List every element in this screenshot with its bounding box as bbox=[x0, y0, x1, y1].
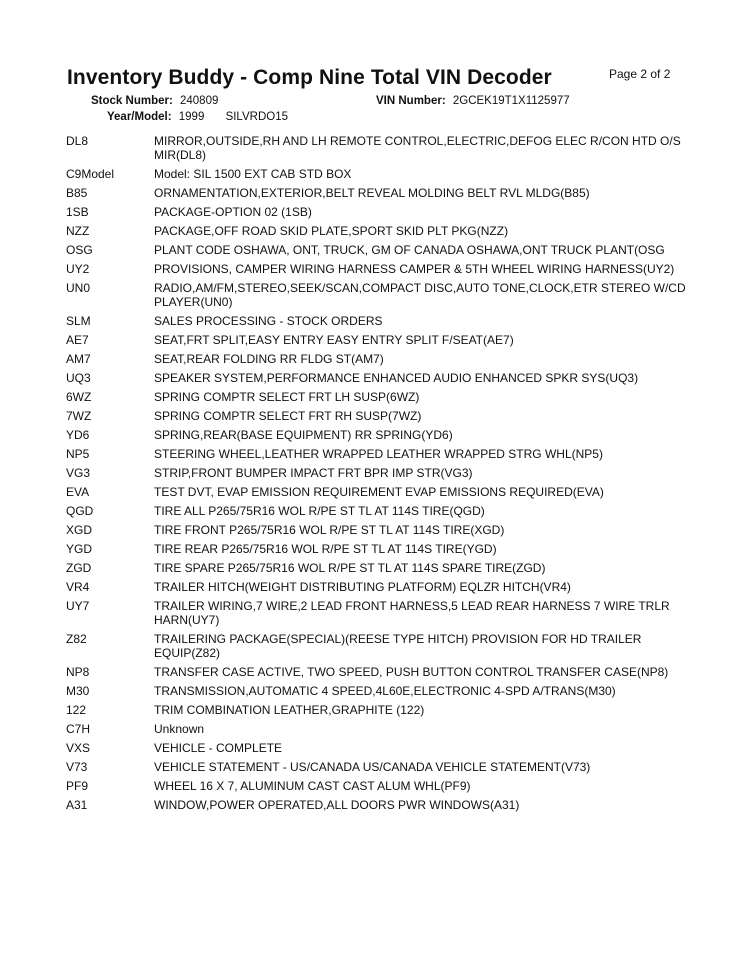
list-item bbox=[66, 428, 686, 442]
list-item bbox=[66, 390, 686, 404]
vin-number-value: 2GCEK19T1X1125977 bbox=[452, 95, 570, 107]
option-description: PROVISIONS, CAMPER WIRING HARNESS CAMPER & 5TH WHEEL WIRING HARNESS(UY2) bbox=[154, 262, 675, 276]
option-description: VEHICLE - COMPLETE bbox=[154, 741, 283, 755]
option-description: TRANSFER CASE ACTIVE, TWO SPEED, PUSH BUTTON CONTROL TRANSFER CASE(NP8) bbox=[154, 665, 669, 679]
list-item bbox=[66, 760, 686, 774]
list-item bbox=[66, 485, 686, 499]
option-code: M30 bbox=[66, 684, 90, 698]
option-code: AM7 bbox=[66, 352, 91, 366]
option-code: UY7 bbox=[66, 599, 90, 613]
option-code: 122 bbox=[66, 703, 87, 717]
option-code: V73 bbox=[66, 760, 88, 774]
option-code: Z82 bbox=[66, 632, 87, 646]
option-description: TRAILER WIRING,7 WIRE,2 LEAD FRONT HARNESS,5 LEAD REAR HARNESS 7 WIRE TRLR HARN(UY7) bbox=[154, 599, 670, 627]
list-item bbox=[66, 779, 686, 793]
list-item bbox=[66, 333, 686, 347]
stock-number bbox=[91, 95, 218, 107]
list-item bbox=[66, 314, 686, 328]
list-item bbox=[66, 243, 686, 257]
option-description: WHEEL 16 X 7, ALUMINUM CAST CAST ALUM WHL(PF9) bbox=[154, 779, 471, 793]
list-item bbox=[66, 504, 686, 518]
option-code: UY2 bbox=[66, 262, 90, 276]
option-code: SLM bbox=[66, 314, 91, 328]
option-description: SPEAKER SYSTEM,PERFORMANCE ENHANCED AUDIO ENHANCED SPKR SYS(UQ3) bbox=[154, 371, 639, 385]
option-code: OSG bbox=[66, 243, 93, 257]
list-item bbox=[66, 281, 686, 309]
option-description: TRAILER HITCH(WEIGHT DISTRIBUTING PLATFORM) EQLZR HITCH(VR4) bbox=[154, 580, 571, 594]
list-item bbox=[66, 224, 686, 238]
option-description: WINDOW,POWER OPERATED,ALL DOORS PWR WINDOWS(A31) bbox=[154, 798, 520, 812]
stock-number-label: Stock Number: bbox=[91, 95, 173, 107]
option-description: Model: SIL 1500 EXT CAB STD BOX bbox=[154, 167, 352, 181]
option-code: QGD bbox=[66, 504, 94, 518]
option-description: PACKAGE,OFF ROAD SKID PLATE,SPORT SKID PLT PKG(NZZ) bbox=[154, 224, 509, 238]
list-item bbox=[66, 262, 686, 276]
vin-number-label: VIN Number: bbox=[376, 95, 446, 107]
year-value: 1999 bbox=[178, 111, 205, 123]
option-description: SEAT,REAR FOLDING RR FLDG ST(AM7) bbox=[154, 352, 384, 366]
option-code: ZGD bbox=[66, 561, 92, 575]
list-item bbox=[66, 703, 686, 717]
option-code-list bbox=[66, 134, 686, 817]
option-code: C7H bbox=[66, 722, 91, 736]
option-code: C9Model bbox=[66, 167, 115, 181]
option-description: SALES PROCESSING - STOCK ORDERS bbox=[154, 314, 383, 328]
option-code: B85 bbox=[66, 186, 88, 200]
option-description: SPRING COMPTR SELECT FRT LH SUSP(6WZ) bbox=[154, 390, 420, 404]
option-description: Unknown bbox=[154, 722, 205, 736]
option-code: 6WZ bbox=[66, 390, 92, 404]
list-item bbox=[66, 542, 686, 556]
year-model-label: Year/Model: bbox=[107, 111, 172, 123]
option-code: VG3 bbox=[66, 466, 91, 480]
option-code: AE7 bbox=[66, 333, 89, 347]
page-title: Inventory Buddy - Comp Nine Total VIN Decoder bbox=[67, 66, 552, 89]
option-description: PLANT CODE OSHAWA, ONT, TRUCK, GM OF CANADA OSHAWA,ONT TRUCK PLANT(OSG bbox=[154, 243, 665, 257]
page-number: Page 2 of 2 bbox=[609, 67, 671, 81]
list-item bbox=[66, 352, 686, 366]
option-code: NZZ bbox=[66, 224, 90, 238]
list-item bbox=[66, 561, 686, 575]
list-item bbox=[66, 409, 686, 423]
option-description: SEAT,FRT SPLIT,EASY ENTRY EASY ENTRY SPLIT F/SEAT(AE7) bbox=[154, 333, 514, 347]
option-description: TRAILERING PACKAGE(SPECIAL)(REESE TYPE HITCH) PROVISION FOR HD TRAILER EQUIP(Z82) bbox=[154, 632, 642, 660]
option-description: ORNAMENTATION,EXTERIOR,BELT REVEAL MOLDING BELT RVL MLDG(B85) bbox=[154, 186, 590, 200]
option-description: TIRE SPARE P265/75R16 WOL R/PE ST TL AT 114S SPARE TIRE(ZGD) bbox=[154, 561, 546, 575]
option-code: NP5 bbox=[66, 447, 90, 461]
option-description: STEERING WHEEL,LEATHER WRAPPED LEATHER WRAPPED STRG WHL(NP5) bbox=[154, 447, 603, 461]
list-item bbox=[66, 722, 686, 736]
option-code: YGD bbox=[66, 542, 93, 556]
model-value: SILVRDO15 bbox=[225, 111, 288, 123]
option-code: 7WZ bbox=[66, 409, 92, 423]
option-code: DL8 bbox=[66, 134, 89, 148]
list-item bbox=[66, 798, 686, 812]
list-item bbox=[66, 167, 686, 181]
list-item bbox=[66, 447, 686, 461]
option-description: SPRING,REAR(BASE EQUIPMENT) RR SPRING(YD6) bbox=[154, 428, 453, 442]
list-item bbox=[66, 186, 686, 200]
option-description: TEST DVT, EVAP EMISSION REQUIREMENT EVAP EMISSIONS REQUIRED(EVA) bbox=[154, 485, 604, 499]
list-item bbox=[66, 741, 686, 755]
option-description: TRIM COMBINATION LEATHER,GRAPHITE (122) bbox=[154, 703, 425, 717]
list-item bbox=[66, 523, 686, 537]
option-description: TIRE FRONT P265/75R16 WOL R/PE ST TL AT 114S TIRE(XGD) bbox=[154, 523, 505, 537]
list-item bbox=[66, 665, 686, 679]
option-code: UQ3 bbox=[66, 371, 91, 385]
option-description: SPRING COMPTR SELECT FRT RH SUSP(7WZ) bbox=[154, 409, 422, 423]
option-description: PACKAGE-OPTION 02 (1SB) bbox=[154, 205, 312, 219]
list-item bbox=[66, 134, 686, 162]
option-description: VEHICLE STATEMENT - US/CANADA US/CANADA VEHICLE STATEMENT(V73) bbox=[154, 760, 591, 774]
option-code: VXS bbox=[66, 741, 91, 755]
option-code: XGD bbox=[66, 523, 93, 537]
option-code: UN0 bbox=[66, 281, 91, 295]
list-item bbox=[66, 466, 686, 480]
option-code: A31 bbox=[66, 798, 88, 812]
option-description: TIRE ALL P265/75R16 WOL R/PE ST TL AT 114S TIRE(QGD) bbox=[154, 504, 485, 518]
option-description: TIRE REAR P265/75R16 WOL R/PE ST TL AT 114S TIRE(YGD) bbox=[154, 542, 497, 556]
option-code: NP8 bbox=[66, 665, 90, 679]
list-item bbox=[66, 684, 686, 698]
option-description: MIRROR,OUTSIDE,RH AND LH REMOTE CONTROL,ELECTRIC,DEFOG ELEC R/CON HTD O/S MIR(DL8) bbox=[154, 134, 681, 162]
option-description: STRIP,FRONT BUMPER IMPACT FRT BPR IMP STR(VG3) bbox=[154, 466, 473, 480]
list-item bbox=[66, 599, 686, 627]
option-code: PF9 bbox=[66, 779, 89, 793]
list-item bbox=[66, 371, 686, 385]
option-code: 1SB bbox=[66, 205, 89, 219]
option-code: VR4 bbox=[66, 580, 90, 594]
list-item bbox=[66, 632, 686, 660]
year-model bbox=[107, 111, 288, 123]
list-item bbox=[66, 580, 686, 594]
option-description: TRANSMISSION,AUTOMATIC 4 SPEED,4L60E,ELECTRONIC 4-SPD A/TRANS(M30) bbox=[154, 684, 616, 698]
list-item bbox=[66, 205, 686, 219]
option-code: EVA bbox=[66, 485, 90, 499]
option-code: YD6 bbox=[66, 428, 90, 442]
stock-number-value: 240809 bbox=[180, 95, 219, 107]
vin-number bbox=[376, 95, 570, 107]
option-description: RADIO,AM/FM,STEREO,SEEK/SCAN,COMPACT DISC,AUTO TONE,CLOCK,ETR STEREO W/CD PLAYER(UN0) bbox=[154, 281, 686, 309]
